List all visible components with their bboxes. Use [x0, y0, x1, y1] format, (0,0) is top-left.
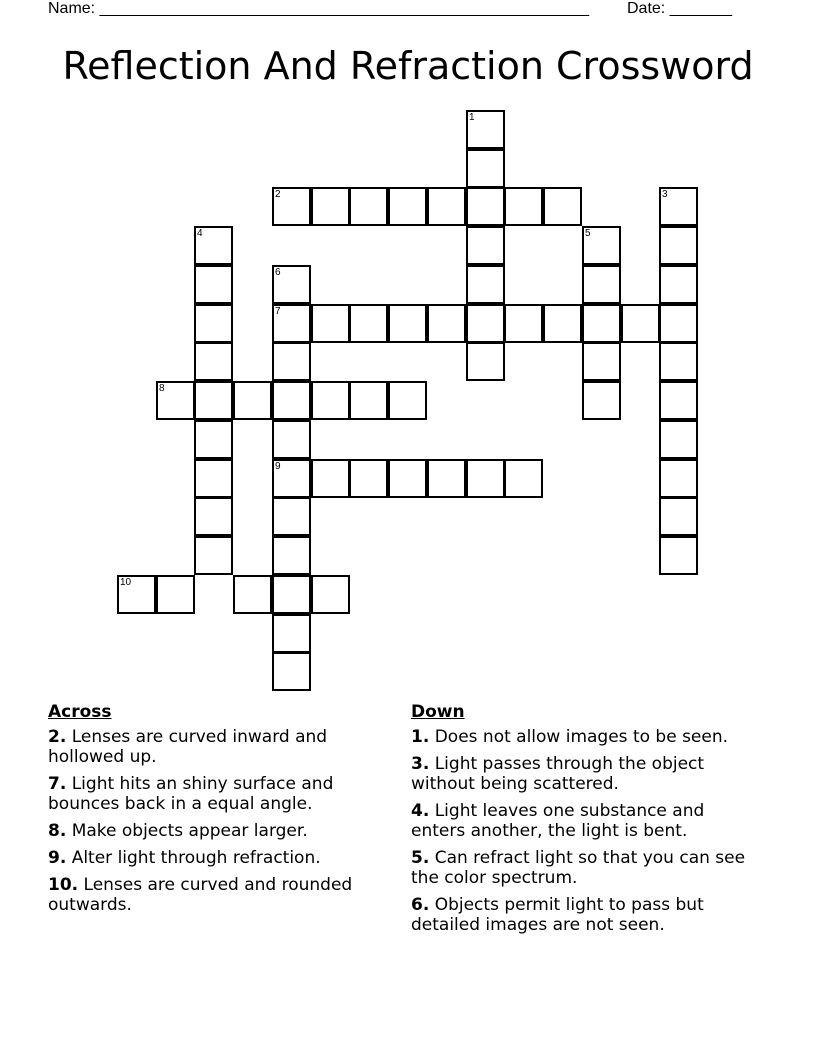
grid-cell[interactable] [233, 575, 272, 614]
clue-number: 8. [48, 821, 67, 841]
grid-cell[interactable] [272, 497, 311, 536]
grid-cell[interactable] [311, 187, 350, 226]
grid-cell[interactable] [504, 304, 543, 343]
clue-text: Light hits an shiny surface and bounces back in a equal angle. [48, 774, 334, 814]
grid-cell[interactable] [427, 304, 466, 343]
grid-cell[interactable] [466, 226, 505, 265]
grid-cell[interactable] [466, 110, 505, 149]
grid-cell[interactable] [659, 265, 698, 304]
clue-text: Make objects appear larger. [71, 821, 308, 841]
grid-cell[interactable] [272, 420, 311, 459]
down-clue-5 [411, 848, 751, 888]
grid-cell[interactable] [659, 497, 698, 536]
cell-number: 6 [275, 267, 281, 278]
clue-number: 1. [411, 727, 430, 747]
grid-cell[interactable] [427, 187, 466, 226]
across-clue-2 [48, 727, 388, 767]
grid-cell[interactable] [194, 226, 233, 265]
clue-number: 10. [48, 875, 79, 895]
grid-cell[interactable] [582, 226, 621, 265]
clue-text: Does not allow images to be seen. [434, 727, 729, 747]
grid-cell[interactable] [504, 187, 543, 226]
clue-number: 5. [411, 848, 430, 868]
grid-cell[interactable] [233, 381, 272, 420]
grid-cell[interactable] [659, 187, 698, 226]
grid-cell[interactable] [466, 265, 505, 304]
across-clue-10 [48, 875, 388, 915]
down-clues [411, 702, 751, 942]
grid-cell[interactable] [582, 342, 621, 381]
grid-cell[interactable] [427, 459, 466, 498]
grid-cell[interactable] [272, 459, 311, 498]
grid-cell[interactable] [272, 575, 311, 614]
grid-cell[interactable] [659, 342, 698, 381]
grid-cell[interactable] [272, 187, 311, 226]
grid-cell[interactable] [194, 304, 233, 343]
grid-cell[interactable] [272, 536, 311, 575]
grid-cell[interactable] [466, 187, 505, 226]
grid-cell[interactable] [311, 381, 350, 420]
grid-cell[interactable] [272, 614, 311, 653]
grid-cell[interactable] [156, 381, 195, 420]
grid-cell[interactable] [388, 381, 427, 420]
clue-text: Can refract light so that you can see the color spectrum. [411, 848, 746, 888]
grid-cell[interactable] [272, 304, 311, 343]
grid-cell[interactable] [659, 226, 698, 265]
clue-number: 7. [48, 774, 67, 794]
grid-cell[interactable] [194, 459, 233, 498]
cell-number: 5 [585, 228, 591, 239]
page-title: Reflection And Refraction Crossword [62, 44, 754, 88]
down-clue-1 [411, 727, 751, 747]
grid-cell[interactable] [272, 381, 311, 420]
down-clue-3 [411, 754, 751, 794]
clue-number: 2. [48, 727, 67, 747]
grid-cell[interactable] [117, 575, 156, 614]
grid-cell[interactable] [349, 459, 388, 498]
grid-cell[interactable] [349, 381, 388, 420]
grid-cell[interactable] [504, 459, 543, 498]
clue-text: Alter light through refraction. [71, 848, 321, 868]
grid-cell[interactable] [194, 342, 233, 381]
grid-cell[interactable] [156, 575, 195, 614]
grid-cell[interactable] [659, 459, 698, 498]
date-field-label: Date: _______ [627, 0, 732, 17]
across-clues [48, 702, 388, 922]
grid-cell[interactable] [194, 420, 233, 459]
down-heading: Down [411, 702, 465, 722]
grid-cell[interactable] [272, 265, 311, 304]
clue-text: Light passes through the object without being scattered. [411, 754, 705, 794]
grid-cell[interactable] [466, 342, 505, 381]
down-clue-4 [411, 801, 751, 841]
clue-text: Light leaves one substance and enters another, the light is bent. [411, 801, 705, 841]
clue-text: Lenses are curved inward and hollowed up. [48, 727, 328, 767]
grid-cell[interactable] [311, 304, 350, 343]
across-heading: Across [48, 702, 112, 722]
clue-number: 9. [48, 848, 67, 868]
grid-cell[interactable] [543, 304, 582, 343]
cell-number: 7 [275, 306, 281, 317]
grid-cell[interactable] [194, 497, 233, 536]
cell-number: 9 [275, 461, 281, 472]
grid-cell[interactable] [466, 459, 505, 498]
grid-cell[interactable] [311, 575, 350, 614]
clue-number: 6. [411, 895, 430, 915]
grid-cell[interactable] [582, 381, 621, 420]
grid-cell[interactable] [349, 187, 388, 226]
across-clue-9 [48, 848, 388, 868]
grid-cell[interactable] [388, 459, 427, 498]
grid-cell[interactable] [194, 265, 233, 304]
cell-number: 3 [662, 189, 668, 200]
grid-cell[interactable] [582, 304, 621, 343]
grid-cell[interactable] [582, 265, 621, 304]
grid-cell[interactable] [194, 381, 233, 420]
grid-cell[interactable] [388, 187, 427, 226]
clue-number: 4. [411, 801, 430, 821]
cell-number: 8 [159, 383, 165, 394]
cell-number: 4 [197, 228, 203, 239]
down-clue-6 [411, 895, 751, 935]
grid-cell[interactable] [388, 304, 427, 343]
name-field-label: Name: _______________________________________________________ [48, 0, 589, 17]
clue-text: Objects permit light to pass but detailed images are not seen. [411, 895, 704, 935]
grid-cell[interactable] [272, 652, 311, 691]
grid-cell[interactable] [543, 187, 582, 226]
grid-cell[interactable] [659, 536, 698, 575]
grid-cell[interactable] [659, 381, 698, 420]
cell-number: 10 [120, 577, 132, 588]
grid-cell[interactable] [621, 304, 660, 343]
grid-cell[interactable] [311, 459, 350, 498]
grid-cell[interactable] [659, 304, 698, 343]
grid-cell[interactable] [194, 536, 233, 575]
across-clue-7 [48, 774, 388, 814]
clue-text: Lenses are curved and rounded outwards. [48, 875, 353, 915]
grid-cell[interactable] [466, 304, 505, 343]
grid-cell[interactable] [272, 342, 311, 381]
clue-number: 3. [411, 754, 430, 774]
grid-cell[interactable] [466, 149, 505, 188]
grid-cell[interactable] [659, 420, 698, 459]
cell-number: 1 [469, 112, 475, 123]
cell-number: 2 [275, 189, 281, 200]
across-clue-8 [48, 821, 388, 841]
grid-cell[interactable] [349, 304, 388, 343]
